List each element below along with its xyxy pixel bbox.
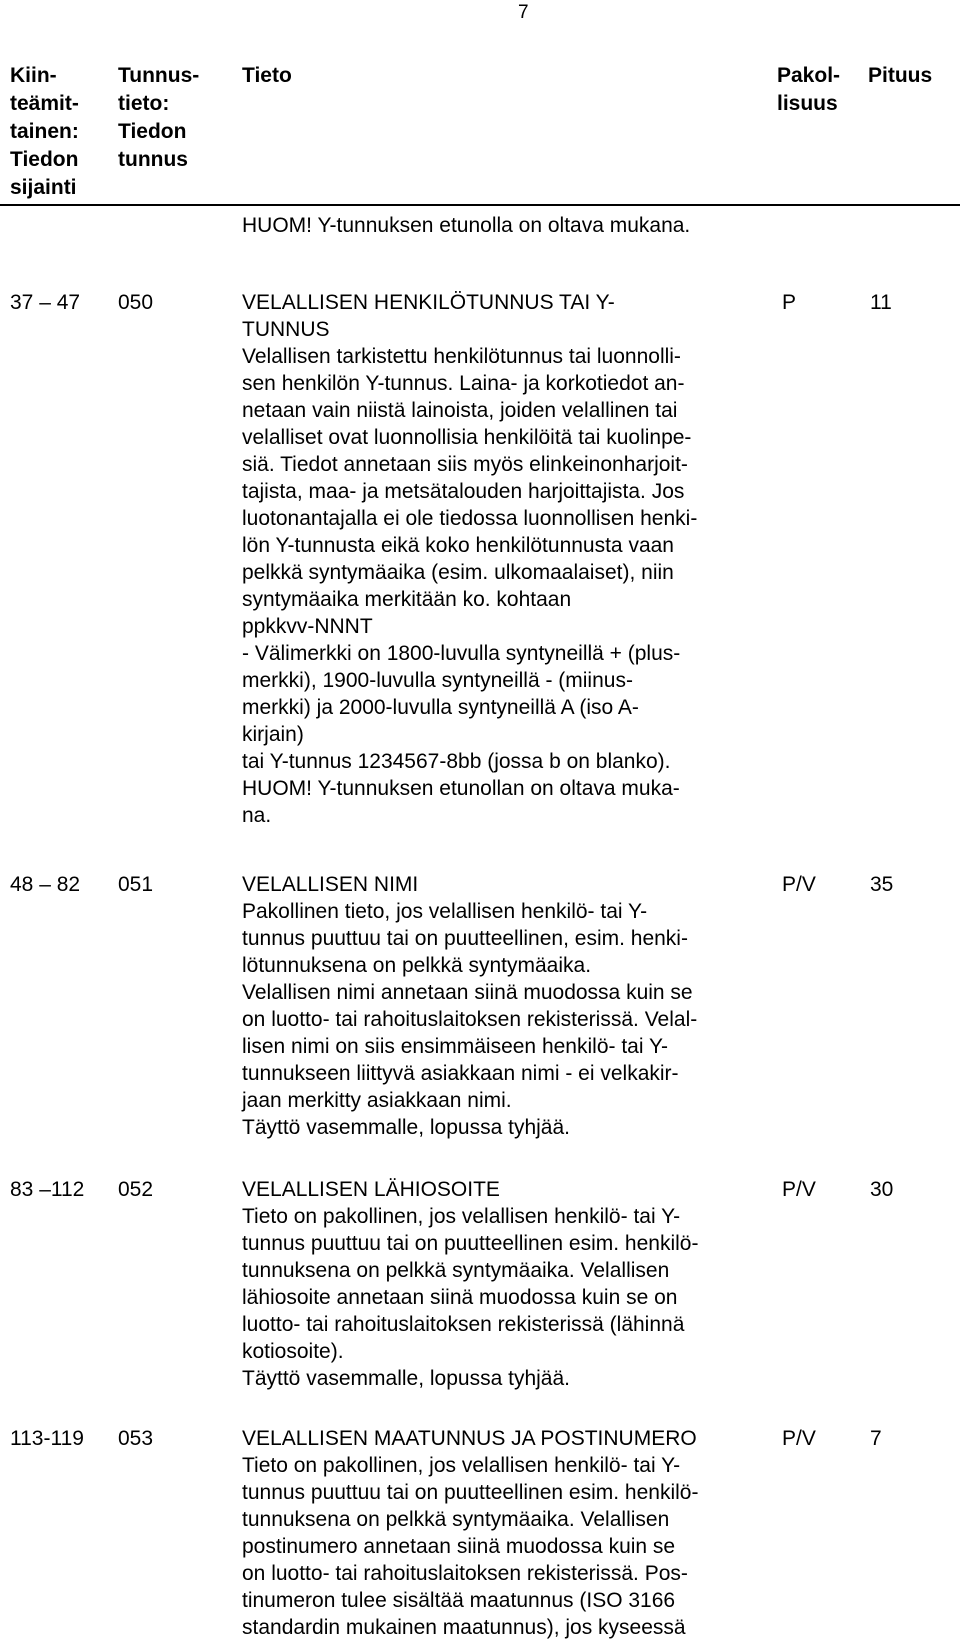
row-line: luotonantajalla ei ole tiedossa luonnollisen henki- — [242, 507, 698, 530]
row-description — [242, 1176, 782, 1392]
row-position: 37 – 47 — [10, 291, 81, 314]
row-length: 30 — [870, 1178, 894, 1201]
row-line: lön Y-tunnusta eikä koko henkilötunnusta vaan — [242, 534, 674, 557]
row-line: tunnus puuttuu tai on puutteellinen, esim. henki- — [242, 927, 688, 950]
header-position-line: teämit- — [10, 92, 79, 115]
row-line: merkki), 1900-luvulla syntyneillä - (miinus- — [242, 669, 633, 692]
header-length — [868, 62, 932, 90]
row-line: velalliset ovat luonnollisia henkilöitä tai kuolinpe- — [242, 426, 692, 449]
row-position: 48 – 82 — [10, 873, 81, 896]
row-line: tunnus puuttuu tai on puutteellinen esim. henkilö- — [242, 1481, 699, 1504]
header-code-line: tunnus — [118, 148, 188, 171]
row-line: tunnus puuttuu tai on puutteellinen esim. henkilö- — [242, 1232, 699, 1255]
row-line: kirjain) — [242, 723, 304, 746]
row-line: kotiosoite). — [242, 1340, 344, 1363]
row-line: Velallisen tarkistettu henkilötunnus tai luonnolli- — [242, 345, 681, 368]
row-code: 050 — [118, 291, 154, 314]
row-line: VELALLISEN NIMI — [242, 873, 419, 896]
row-line: syntymäaika merkitään ko. kohtaan — [242, 588, 572, 611]
header-required — [777, 62, 840, 118]
header-code — [118, 62, 199, 174]
row-line: Velallisen nimi annetaan siinä muodossa kuin se — [242, 981, 693, 1004]
row-length: 7 — [870, 1427, 882, 1450]
header-position-line: Tiedon — [10, 148, 79, 171]
header-position-line: sijainti — [10, 176, 77, 199]
row-line: jaan merkitty asiakkaan nimi. — [242, 1089, 512, 1112]
row-line: - Välimerkki on 1800-luvulla syntyneillä + (plus- — [242, 642, 681, 665]
row-line: sen henkilön Y-tunnus. Laina- ja korkotiedot an- — [242, 372, 685, 395]
row-line: na. — [242, 804, 272, 827]
row-line: Täyttö vasemmalle, lopussa tyhjää. — [242, 1116, 570, 1139]
row-line: standardin mukainen maatunnus), jos kyseessä — [242, 1616, 686, 1639]
row-line: tajista, maa- ja metsätalouden harjoittajista. Jos — [242, 480, 685, 503]
row-description — [242, 871, 782, 1141]
row-line: postinumero annetaan siinä muodossa kuin se — [242, 1535, 676, 1558]
row-line: tunnuksena on pelkkä syntymäaika. Velallisen — [242, 1259, 670, 1282]
page-number: 7 — [518, 2, 529, 23]
row-line: HUOM! Y-tunnuksen etunollan on oltava muka- — [242, 777, 680, 800]
row-line: Täyttö vasemmalle, lopussa tyhjää. — [242, 1367, 570, 1390]
header-length-line: Pituus — [868, 64, 933, 87]
row-line: tunnukseen liittyvä asiakkaan nimi - ei velkakir- — [242, 1062, 679, 1085]
row-line: VELALLISEN HENKILÖTUNNUS TAI Y- — [242, 291, 615, 314]
row-line: lisen nimi on siis ensimmäiseen henkilö- tai Y- — [242, 1035, 669, 1058]
row-line: tai Y-tunnus 1234567-8bb (jossa b on blanko). — [242, 750, 671, 773]
row-line: siä. Tiedot annetaan siis myös elinkeinonharjoit- — [242, 453, 688, 476]
row-line: netaan vain niistä lainoista, joiden velallinen tai — [242, 399, 678, 422]
row-line: luotto- tai rahoituslaitoksen rekisterissä (lähinnä — [242, 1313, 685, 1336]
row-required: P/V — [782, 873, 816, 896]
row-line: Pakollinen tieto, jos velallisen henkilö- tai Y- — [242, 900, 648, 923]
row-length: 11 — [870, 291, 892, 314]
header-info-line: Tieto — [242, 64, 292, 87]
row-position: 113-119 — [10, 1427, 84, 1450]
row-line: TUNNUS — [242, 318, 330, 341]
row-required: P — [782, 291, 797, 314]
row-code: 051 — [118, 873, 154, 896]
row-line: lähiosoite annetaan siinä muodossa kuin se on — [242, 1286, 678, 1309]
header-required-line: Pakol- — [777, 64, 841, 87]
row-line: on luotto- tai rahoituslaitoksen rekisterissä. Pos- — [242, 1562, 688, 1585]
row-position: 83 –112 — [10, 1178, 85, 1201]
header-code-line: Tiedon — [118, 120, 187, 143]
header-code-line: Tunnus- — [118, 64, 200, 87]
row-length: 35 — [870, 873, 894, 896]
row-line: VELALLISEN LÄHIOSOITE — [242, 1178, 500, 1201]
row-code: 053 — [118, 1427, 154, 1450]
row-line: VELALLISEN MAATUNNUS JA POSTINUMERO — [242, 1427, 697, 1450]
row-line: tunnuksena on pelkkä syntymäaika. Velallisen — [242, 1508, 670, 1531]
row-line: pelkkä syntymäaika (esim. ulkomaalaiset), niin — [242, 561, 674, 584]
row-code: 052 — [118, 1178, 154, 1201]
row-line: Tieto on pakollinen, jos velallisen henkilö- tai Y- — [242, 1454, 681, 1477]
header-code-line: tieto: — [118, 92, 170, 115]
row-description — [242, 289, 782, 829]
header-info — [242, 62, 292, 90]
pre-note: HUOM! Y-tunnuksen etunolla on oltava mukana. — [242, 214, 691, 237]
header-position-line: tainen: — [10, 120, 79, 143]
header-position — [10, 62, 79, 202]
header-divider — [0, 204, 960, 206]
row-line: on luotto- tai rahoituslaitoksen rekisterissä. Velal- — [242, 1008, 698, 1031]
row-required: P/V — [782, 1427, 816, 1450]
table-header — [0, 62, 960, 207]
row-description — [242, 1425, 782, 1641]
row-line: Tieto on pakollinen, jos velallisen henkilö- tai Y- — [242, 1205, 681, 1228]
row-required: P/V — [782, 1178, 816, 1201]
header-required-line: lisuus — [777, 92, 838, 115]
row-line: merkki) ja 2000-luvulla syntyneillä A (iso A- — [242, 696, 639, 719]
row-line: ppkkvv-NNNT — [242, 615, 373, 638]
row-line: tinumeron tulee sisältää maatunnus (ISO 3166 — [242, 1589, 676, 1612]
row-line: lötunnuksena on pelkkä syntymäaika. — [242, 954, 592, 977]
header-position-line: Kiin- — [10, 64, 57, 87]
